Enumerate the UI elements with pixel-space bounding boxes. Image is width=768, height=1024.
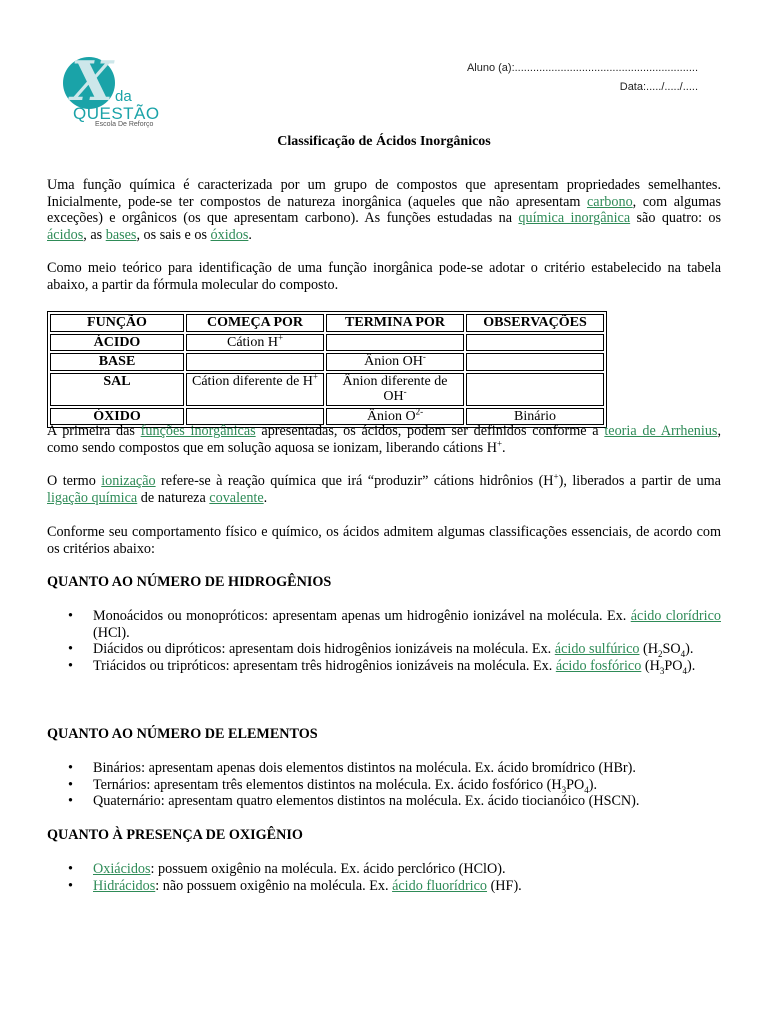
ionizacao-paragraph: O termo ionização refere-se à reação química que irá “produzir” cátions hidrônios (H+), liberados a partir de uma ligação química de natureza covalente.	[47, 471, 721, 506]
cell-termina: Ânion OH-	[326, 353, 464, 371]
link-acido-cloridrico[interactable]: ácido clorídrico	[630, 608, 721, 624]
link-acido-fosforico[interactable]: ácido fosfórico	[555, 657, 642, 674]
header-observacoes: OBSERVAÇÕES	[466, 314, 604, 332]
link-hidracidos[interactable]: Hidrácidos	[93, 877, 156, 894]
list-item: • Ternários: apresentam três elementos distintos na molécula. Ex. ácido fosfórico $(H_3PO_4)$.	[47, 777, 721, 794]
list-item: • Quaternário: apresentam quatro elementos distintos na molécula. Ex. ácido tiocianóico (HSCN).	[47, 793, 721, 810]
data-field: Data:...../...../.....	[619, 81, 698, 93]
heading-elementos: QUANTO AO NÚMERO DE ELEMENTOS	[47, 726, 318, 742]
document-title: Classificação de Ácidos Inorgânicos	[277, 134, 491, 149]
table-row	[50, 334, 604, 352]
cell-comeca	[186, 353, 324, 371]
cell-obs: Binário	[466, 408, 604, 426]
link-acido-fluoridrico[interactable]: ácido fluorídrico	[392, 877, 488, 894]
table-row	[50, 373, 604, 406]
logo-da: da	[115, 88, 132, 105]
list-hidrogenios	[47, 608, 721, 674]
link-acidos[interactable]: ácidos	[47, 226, 84, 243]
cell-comeca: Cátion H+	[186, 334, 324, 352]
aluno-field: Aluno (a):............................................................	[466, 62, 698, 74]
table-row	[50, 353, 604, 371]
cell-comeca: Cátion diferente de H+	[186, 373, 324, 406]
link-funcoes-inorganicas[interactable]: funções inorgânicas	[140, 423, 256, 439]
cell-obs	[466, 373, 604, 406]
heading-hidrogenios: QUANTO AO NÚMERO DE HIDROGÊNIOS	[47, 574, 332, 590]
list-item: • Binários: apresentam apenas dois elementos distintos na molécula. Ex. ácido bromídrico (HBr).	[47, 760, 721, 777]
student-fields	[467, 59, 698, 97]
cell-obs	[466, 353, 604, 371]
list-item: • Diácidos ou dipróticos: apresentam dois hidrogênios ionizáveis na molécula. Ex. ácido sulfúrico $(H_2SO_4)$.	[47, 641, 721, 658]
list-item: • Triácidos ou tripróticos: apresentam três hidrogênios ionizáveis na molécula. Ex. ácido fosfórico $(H_3PO_4)$.	[47, 658, 721, 675]
link-covalente[interactable]: covalente	[209, 489, 264, 506]
list-item: • Hidrácidos: não possuem oxigênio na molécula. Ex. ácido fluorídrico (HF).	[47, 878, 721, 895]
link-ligacao-quimica[interactable]: ligação química	[47, 489, 138, 506]
link-teoria-arrhenius[interactable]: teoria de Arrhenius	[604, 423, 718, 439]
cell-termina: Ânion $O^{2-}$	[326, 408, 464, 426]
cell-termina: Ânion diferente de OH-	[326, 373, 464, 406]
classification-paragraph: Conforme seu comportamento físico e químico, os ácidos admitem algumas classificações essenciais, de acordo com os critérios abaixo:	[47, 524, 721, 557]
logo-subtitle: Escola De Reforço	[95, 121, 154, 128]
cell-termina	[326, 334, 464, 352]
table-header-row	[50, 314, 604, 332]
header-comeca: COMEÇA POR	[186, 314, 324, 332]
link-bases[interactable]: bases	[105, 226, 137, 243]
cell-funcao: BASE	[50, 353, 184, 371]
arrhenius-paragraph: A primeira das funções inorgânicas apresentadas, os ácidos, podem ser definidos conforme a teoria de Arrhenius, como sendo compostos que em solução aquosa se ionizam, liberando cátions H+.	[47, 423, 722, 456]
link-acido-sulfurico[interactable]: ácido sulfúrico	[554, 641, 640, 658]
list-elementos	[47, 760, 721, 810]
cell-funcao: ÁCIDO	[50, 334, 184, 352]
cell-funcao: ÓXIDO	[50, 408, 184, 426]
list-oxigenio	[47, 861, 721, 894]
school-logo	[63, 49, 160, 129]
function-table	[47, 311, 607, 428]
heading-oxigenio: QUANTO À PRESENÇA DE OXIGÊNIO	[47, 827, 303, 843]
cell-funcao: SAL	[50, 373, 184, 406]
link-ionizacao[interactable]: ionização	[101, 473, 156, 489]
logo-name: QUESTÃO	[73, 104, 160, 123]
intro-paragraph: Uma função química é caracterizada por um grupo de compostos que apresentam propriedades semelhantes. Inicialmente, pode-se ter compostos de natureza inorgânica (aqueles que não apresentam carbono, com algumas exceções) e orgânicos (os que apresentam carbono). As funções estudadas na química inorgânica são quatro: os ácidos, as bases, os sais e os óxidos.	[47, 177, 722, 243]
criteria-paragraph: Como meio teórico para identificação de uma função inorgânica pode-se adotar o critério estabelecido na tabela abaixo, a partir da fórmula molecular do composto.	[47, 260, 721, 293]
link-quimica-inorganica[interactable]: química inorgânica	[518, 210, 631, 227]
logo-x-letter: X	[71, 49, 111, 113]
header-termina: TERMINA POR	[326, 314, 464, 332]
link-oxiacidos[interactable]: Oxiácidos	[93, 861, 151, 877]
list-item: • Monoácidos ou monopróticos: apresentam apenas um hidrogênio ionizável na molécula. Ex. ácido clorídrico (HCl).	[47, 608, 721, 641]
list-item: • Oxiácidos: possuem oxigênio na molécula. Ex. ácido perclórico (HClO).	[47, 861, 721, 878]
link-carbono[interactable]: carbono	[586, 193, 633, 210]
link-oxidos[interactable]: óxidos	[210, 226, 249, 243]
cell-obs	[466, 334, 604, 352]
header-funcao: FUNÇÃO	[50, 314, 184, 332]
